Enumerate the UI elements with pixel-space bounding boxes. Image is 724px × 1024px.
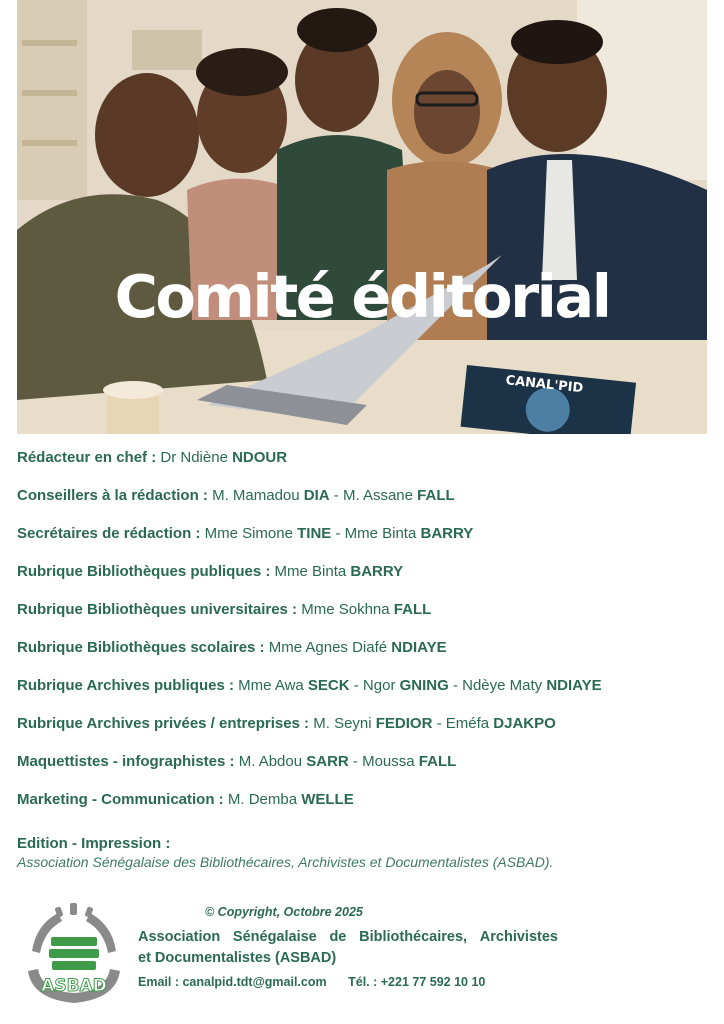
credit-surname: FALL [417,487,455,504]
credit-name: - Mme Binta [331,525,421,542]
credit-name: M. Mamadou [212,487,304,504]
credit-row [17,448,287,468]
credit-role: Secrétaires de rédaction : [17,525,201,542]
credit-name: - Eméfa [432,715,494,732]
credit-row [17,752,456,772]
asbad-logo [18,899,130,1011]
credit-surname: SECK [307,677,350,694]
credit-surname: GNING [399,677,449,694]
association-word: Sénégalaise [232,929,317,945]
credit-row [17,562,403,582]
credit-row [17,486,455,506]
credit-name: - Ngor [349,677,400,694]
credit-surname: NDOUR [232,449,288,466]
edition-body: Association Sénégalaise des Bibliothécaires, Archivistes et Documentalistes (ASBAD). [17,854,554,870]
credit-name: Mme Awa [238,677,308,694]
edition-row [17,834,170,854]
association-word: Archivistes [479,929,558,945]
credit-row [17,524,473,544]
credit-surname: NDIAYE [546,677,602,694]
credit-role: Conseillers à la rédaction : [17,487,208,504]
logo-text: ASBAD [41,976,107,996]
credit-row [17,638,447,658]
hero-photo [17,0,707,434]
credit-role: Maquettistes - infographistes : [17,753,235,770]
credit-surname: FEDIOR [375,715,433,732]
credit-role: Rubrique Bibliothèques scolaires : [17,639,265,656]
credit-surname: TINE [297,525,332,542]
copyright: © Copyright, Octobre 2025 [205,905,363,919]
credit-name: Mme Simone [204,525,298,542]
credit-name: Mme Sokhna [301,601,394,618]
association-word: Association [138,929,221,945]
credit-role: Marketing - Communication : [17,791,224,808]
credit-role: Rubrique Archives publiques : [17,677,234,694]
credit-surname: DIA [303,487,330,504]
credit-surname: FALL [393,601,432,618]
credit-surname: DJAKPO [493,715,556,732]
credit-name: M. Abdou [238,753,307,770]
contact [138,975,485,989]
phone: Tél. : +221 77 592 10 10 [348,975,486,989]
credit-name: Mme Agnes Diafé [268,639,392,656]
magazine-title: CANAL'PID [504,373,584,397]
credit-row [17,600,431,620]
credit-name: - Ndèye Maty [448,677,547,694]
credit-name: M. Seyni [313,715,376,732]
association-word: de [329,929,347,945]
credit-surname: SARR [306,753,349,770]
association-name-line2: et Documentalistes (ASBAD) [138,950,337,966]
credit-surname: BARRY [350,563,404,580]
credit-role: Rédacteur en chef : [17,449,157,466]
association-name [138,927,558,969]
edition-role: Edition - Impression : [17,835,171,852]
association-word: Bibliothécaires, [359,929,468,945]
credit-name: M. Demba [227,791,302,808]
credit-name: Mme Binta [274,563,351,580]
credit-row [17,714,556,734]
credit-surname: WELLE [301,791,354,808]
credit-name: Dr Ndiène [160,449,233,466]
credit-row [17,790,354,810]
credit-name: - M. Assane [329,487,418,504]
credit-surname: NDIAYE [391,639,447,656]
page-title: Comité éditorial [114,262,610,331]
credit-row [17,676,602,696]
email[interactable]: Email : canalpid.tdt@gmail.com [138,975,327,989]
credit-surname: BARRY [420,525,474,542]
credit-name: - Moussa [348,753,419,770]
credit-role: Rubrique Bibliothèques universitaires : [17,601,298,618]
credit-surname: FALL [418,753,457,770]
association-name-line1 [138,927,558,948]
footer [0,895,724,1024]
credit-role: Rubrique Bibliothèques publiques : [17,563,271,580]
hero-illustration [17,0,707,434]
credit-role: Rubrique Archives privées / entreprises : [17,715,310,732]
